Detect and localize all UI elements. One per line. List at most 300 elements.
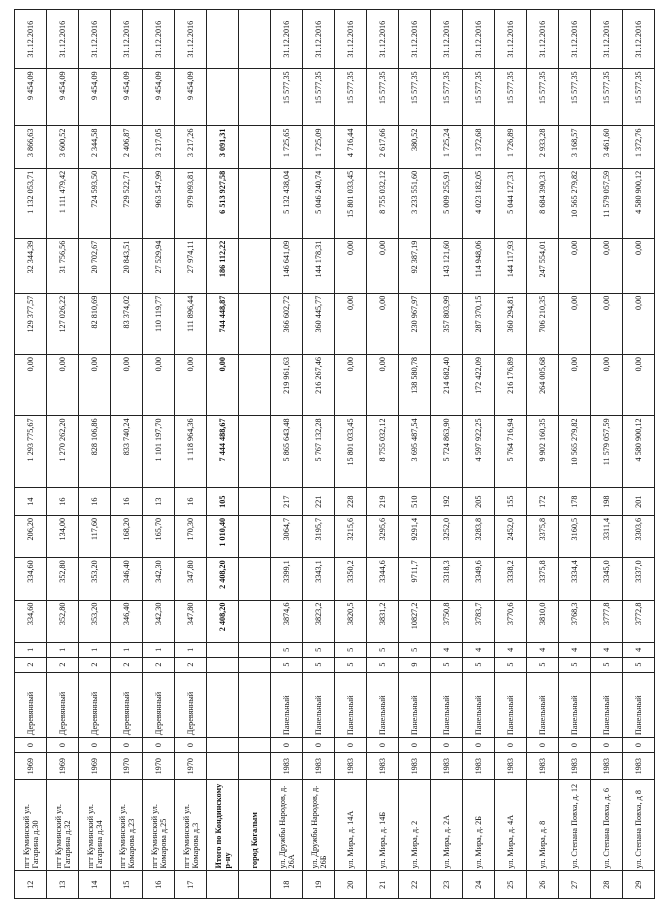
- cell-f2: 357 803,99: [431, 293, 463, 354]
- cell-a2: 352,80: [47, 558, 79, 600]
- cell-lim: [207, 69, 239, 126]
- cell-date: 31.12.2016: [527, 10, 559, 69]
- cell-f2: 82 810,69: [79, 293, 111, 354]
- cell-total: 5 865 643,48: [271, 416, 303, 488]
- cell-n: 20: [335, 871, 367, 899]
- cell-z: 0: [495, 738, 527, 753]
- cell-n: 23: [431, 871, 463, 899]
- cell-fl: 2: [79, 657, 111, 672]
- cell-year: 1983: [463, 752, 495, 780]
- cell-z: 0: [335, 738, 367, 753]
- cell-f3: 0,00: [367, 238, 399, 293]
- cell-f2: 0,00: [591, 293, 623, 354]
- cell-f1: 216 267,46: [303, 355, 335, 416]
- cell-unit: 2 617,66: [367, 126, 399, 168]
- cell-unit: 3 168,57: [559, 126, 591, 168]
- cell-unit: 1 725,65: [271, 126, 303, 168]
- cell-year: [239, 752, 271, 780]
- cell-p: 228: [335, 488, 367, 516]
- cell-addr: ул. Мира, д. 14А: [335, 780, 367, 871]
- cell-total: 1 270 262,20: [47, 416, 79, 488]
- cell-a3: 168,20: [111, 515, 143, 557]
- cell-a1: 352,80: [47, 600, 79, 642]
- cell-p: 14: [15, 488, 47, 516]
- cell-a1: [239, 600, 271, 642]
- cell-f1: 0,00: [111, 355, 143, 416]
- cell-mat: Деревянный: [47, 672, 79, 738]
- cell-fl: 5: [559, 657, 591, 672]
- cell-a3: 3252,0: [431, 515, 463, 557]
- cell-f1: 172 422,09: [463, 355, 495, 416]
- cell-n: [207, 871, 239, 899]
- table-row: [143, 10, 175, 899]
- cell-n: 26: [527, 871, 559, 899]
- cell-f3: 27 974,11: [175, 238, 207, 293]
- cell-lim: 15 577,35: [431, 69, 463, 126]
- cell-p: 201: [623, 488, 655, 516]
- cell-en: 1: [79, 642, 111, 657]
- cell-n: 17: [175, 871, 207, 899]
- cell-en: 4: [431, 642, 463, 657]
- cell-mat: Деревянный: [79, 672, 111, 738]
- cell-f2: [239, 293, 271, 354]
- cell-addr: ул. Дружбы Народов, д. 26Б: [303, 780, 335, 871]
- cell-unit: 1 725,24: [431, 126, 463, 168]
- cell-fl: 2: [47, 657, 79, 672]
- cell-f2: 0,00: [559, 293, 591, 354]
- cell-z: 0: [15, 738, 47, 753]
- cell-n: 13: [47, 871, 79, 899]
- cell-date: 31.12.2016: [143, 10, 175, 69]
- cell-addr: ул. Степана Повха, д 8: [623, 780, 655, 871]
- cell-unit: 4 716,44: [335, 126, 367, 168]
- cell-lim: 9 454,09: [175, 69, 207, 126]
- cell-year: 1970: [111, 752, 143, 780]
- cell-z: 0: [591, 738, 623, 753]
- cell-a3: 3375,8: [527, 515, 559, 557]
- cell-lim: 9 454,09: [79, 69, 111, 126]
- cell-f3: 0,00: [335, 238, 367, 293]
- cell-f1: 0,00: [335, 355, 367, 416]
- cell-addr: ул. Степана Повха, д. 6: [591, 780, 623, 871]
- cell-f4: 1 132 053,71: [15, 168, 47, 238]
- cell-a1: 3831,2: [367, 600, 399, 642]
- cell-addr: пгт Куминский ул. Комарова д.23: [111, 780, 143, 871]
- cell-f3: 27 529,94: [143, 238, 175, 293]
- cell-f4: 6 513 927,58: [207, 168, 239, 238]
- cell-mat: Панельный: [431, 672, 463, 738]
- cell-f1: 0,00: [15, 355, 47, 416]
- cell-a2: 3375,8: [527, 558, 559, 600]
- cell-en: 1: [15, 642, 47, 657]
- cell-n: [239, 871, 271, 899]
- cell-f2: 111 896,44: [175, 293, 207, 354]
- cell-f4: 1 111 479,42: [47, 168, 79, 238]
- cell-year: 1983: [303, 752, 335, 780]
- cell-lim: 15 577,35: [591, 69, 623, 126]
- cell-mat: Панельный: [399, 672, 431, 738]
- cell-date: 31.12.2016: [175, 10, 207, 69]
- table-row: [399, 10, 431, 899]
- cell-lim: 15 577,35: [495, 69, 527, 126]
- cell-unit: 3 091,31: [207, 126, 239, 168]
- cell-a2: 342,30: [143, 558, 175, 600]
- cell-f3: 114 948,06: [463, 238, 495, 293]
- cell-mat: Панельный: [591, 672, 623, 738]
- cell-f3: 32 344,39: [15, 238, 47, 293]
- cell-f1: 0,00: [367, 355, 399, 416]
- cell-f3: 247 554,01: [527, 238, 559, 293]
- cell-a3: 3160,5: [559, 515, 591, 557]
- cell-z: 0: [175, 738, 207, 753]
- cell-f4: 5 044 127,31: [495, 168, 527, 238]
- cell-p: [239, 488, 271, 516]
- cell-total: 5 767 132,28: [303, 416, 335, 488]
- cell-mat: Панельный: [559, 672, 591, 738]
- cell-en: 5: [303, 642, 335, 657]
- cell-fl: 5: [271, 657, 303, 672]
- cell-a3: 1 010,40: [207, 515, 239, 557]
- cell-z: 0: [623, 738, 655, 753]
- cell-year: 1983: [495, 752, 527, 780]
- cell-a2: 3337,0: [623, 558, 655, 600]
- cell-f2: 129 377,57: [15, 293, 47, 354]
- cell-en: 5: [335, 642, 367, 657]
- cell-date: [239, 10, 271, 69]
- cell-unit: 3 600,52: [47, 126, 79, 168]
- cell-year: 1983: [527, 752, 559, 780]
- cell-p: 172: [527, 488, 559, 516]
- cell-addr: ул. Мира, д. 2А: [431, 780, 463, 871]
- cell-p: 217: [271, 488, 303, 516]
- cell-f1: 0,00: [591, 355, 623, 416]
- cell-lim: 15 577,35: [527, 69, 559, 126]
- cell-fl: 9: [399, 657, 431, 672]
- cell-unit: 2 933,28: [527, 126, 559, 168]
- cell-f2: 0,00: [623, 293, 655, 354]
- cell-mat: Панельный: [527, 672, 559, 738]
- table-row: [495, 10, 527, 899]
- cell-f1: 264 005,68: [527, 355, 559, 416]
- cell-f1: 0,00: [143, 355, 175, 416]
- table-row: [175, 10, 207, 899]
- cell-a1: 3783,7: [463, 600, 495, 642]
- cell-f3: 20 843,51: [111, 238, 143, 293]
- cell-a1: 3820,5: [335, 600, 367, 642]
- cell-n: 24: [463, 871, 495, 899]
- cell-en: 1: [47, 642, 79, 657]
- cell-f1: 219 961,63: [271, 355, 303, 416]
- cell-en: 4: [463, 642, 495, 657]
- cell-date: 31.12.2016: [623, 10, 655, 69]
- cell-date: 31.12.2016: [79, 10, 111, 69]
- cell-mat: Деревянный: [175, 672, 207, 738]
- cell-addr: ул. Мира, д. 14Б: [367, 780, 399, 871]
- table-row: [431, 10, 463, 899]
- cell-f4: 15 801 033,45: [335, 168, 367, 238]
- cell-date: 31.12.2016: [463, 10, 495, 69]
- cell-n: 15: [111, 871, 143, 899]
- cell-a3: 2452,0: [495, 515, 527, 557]
- cell-fl: 5: [367, 657, 399, 672]
- cell-n: 22: [399, 871, 431, 899]
- cell-year: [207, 752, 239, 780]
- cell-total: [239, 416, 271, 488]
- cell-f1: 0,00: [175, 355, 207, 416]
- cell-mat: Панельный: [623, 672, 655, 738]
- table-row: [303, 10, 335, 899]
- cell-f2: 366 602,72: [271, 293, 303, 354]
- cell-a2: [239, 558, 271, 600]
- cell-a2: 3343,1: [303, 558, 335, 600]
- cell-en: 4: [623, 642, 655, 657]
- cell-lim: 15 577,35: [463, 69, 495, 126]
- cell-unit: 3 217,05: [143, 126, 175, 168]
- cell-total: 5 764 716,94: [495, 416, 527, 488]
- cell-total: 833 740,24: [111, 416, 143, 488]
- table-row: [15, 10, 47, 899]
- cell-a3: 3311,4: [591, 515, 623, 557]
- cell-a2: 3399,1: [271, 558, 303, 600]
- cell-en: 1: [175, 642, 207, 657]
- cell-total: 828 106,86: [79, 416, 111, 488]
- cell-a2: 353,20: [79, 558, 111, 600]
- cell-a3: 3195,7: [303, 515, 335, 557]
- cell-total: 1 101 197,70: [143, 416, 175, 488]
- cell-p: 178: [559, 488, 591, 516]
- cell-year: 1983: [367, 752, 399, 780]
- cell-a1: 3768,3: [559, 600, 591, 642]
- cell-a3: 3303,6: [623, 515, 655, 557]
- cell-a1: 342,30: [143, 600, 175, 642]
- cell-a1: 10827,2: [399, 600, 431, 642]
- cell-addr: пгт Куминский ул. Гагарина д.32: [47, 780, 79, 871]
- cell-f3: 0,00: [559, 238, 591, 293]
- cell-a2: 3334,4: [559, 558, 591, 600]
- cell-p: 221: [303, 488, 335, 516]
- table-row: [367, 10, 399, 899]
- cell-z: [207, 738, 239, 753]
- cell-p: 16: [175, 488, 207, 516]
- cell-unit: 2 406,87: [111, 126, 143, 168]
- cell-mat: Деревянный: [143, 672, 175, 738]
- cell-lim: 15 577,35: [367, 69, 399, 126]
- table-row: [207, 10, 239, 899]
- cell-n: 12: [15, 871, 47, 899]
- cell-mat: [239, 672, 271, 738]
- cell-year: 1969: [79, 752, 111, 780]
- cell-f2: 0,00: [367, 293, 399, 354]
- cell-addr: ул. Степана Повха, д. 12: [559, 780, 591, 871]
- cell-f4: 11 579 057,59: [591, 168, 623, 238]
- cell-f1: 0,00: [207, 355, 239, 416]
- cell-z: 0: [303, 738, 335, 753]
- cell-lim: [239, 69, 271, 126]
- cell-a2: 3344,6: [367, 558, 399, 600]
- table-row: [271, 10, 303, 899]
- cell-total: 5 724 863,90: [431, 416, 463, 488]
- cell-f1: 0,00: [623, 355, 655, 416]
- cell-total: 4 597 922,25: [463, 416, 495, 488]
- cell-z: 0: [271, 738, 303, 753]
- cell-fl: 2: [143, 657, 175, 672]
- table-row: [111, 10, 143, 899]
- cell-f4: 963 547,99: [143, 168, 175, 238]
- cell-mat: Панельный: [303, 672, 335, 738]
- cell-a3: 3215,6: [335, 515, 367, 557]
- cell-total: 9 902 160,35: [527, 416, 559, 488]
- cell-year: 1983: [271, 752, 303, 780]
- table-row: [463, 10, 495, 899]
- cell-year: 1983: [399, 752, 431, 780]
- cell-a1: 2 408,20: [207, 600, 239, 642]
- cell-f2: 0,00: [335, 293, 367, 354]
- cell-lim: 15 577,35: [559, 69, 591, 126]
- cell-fl: 5: [303, 657, 335, 672]
- cell-f2: 706 210,35: [527, 293, 559, 354]
- repair-program-table: [14, 9, 655, 899]
- cell-total: 4 580 900,12: [623, 416, 655, 488]
- cell-f3: 0,00: [591, 238, 623, 293]
- cell-mat: Панельный: [367, 672, 399, 738]
- cell-date: 31.12.2016: [47, 10, 79, 69]
- cell-fl: [207, 657, 239, 672]
- cell-en: 5: [399, 642, 431, 657]
- cell-f3: 20 702,67: [79, 238, 111, 293]
- cell-a2: 3318,3: [431, 558, 463, 600]
- cell-mat: Деревянный: [111, 672, 143, 738]
- cell-year: 1983: [431, 752, 463, 780]
- cell-a1: 3874,6: [271, 600, 303, 642]
- cell-n: 19: [303, 871, 335, 899]
- cell-addr: пгт Куминский ул. Гагарина д.34: [79, 780, 111, 871]
- cell-year: 1983: [335, 752, 367, 780]
- cell-total: 10 565 279,82: [559, 416, 591, 488]
- table-row: [559, 10, 591, 899]
- cell-date: [207, 10, 239, 69]
- cell-year: 1983: [559, 752, 591, 780]
- cell-date: 31.12.2016: [367, 10, 399, 69]
- cell-en: 1: [143, 642, 175, 657]
- cell-fl: 5: [431, 657, 463, 672]
- cell-f4: 4 023 182,05: [463, 168, 495, 238]
- cell-mat: Панельный: [463, 672, 495, 738]
- cell-z: 0: [47, 738, 79, 753]
- cell-fl: 2: [15, 657, 47, 672]
- cell-addr: пгт Куминский ул. Комарова д.3: [175, 780, 207, 871]
- cell-f3: 143 121,60: [431, 238, 463, 293]
- cell-total: 11 579 057,59: [591, 416, 623, 488]
- cell-f3: 144 117,93: [495, 238, 527, 293]
- cell-addr: пгт Куминский ул. Гагарина д.30: [15, 780, 47, 871]
- cell-f2: 127 026,22: [47, 293, 79, 354]
- cell-date: 31.12.2016: [303, 10, 335, 69]
- cell-f3: 144 178,31: [303, 238, 335, 293]
- cell-a1: 334,60: [15, 600, 47, 642]
- cell-a3: 165,70: [143, 515, 175, 557]
- table-row: [527, 10, 559, 899]
- cell-f1: 0,00: [559, 355, 591, 416]
- cell-lim: 15 577,35: [335, 69, 367, 126]
- cell-date: 31.12.2016: [591, 10, 623, 69]
- cell-a3: 3283,8: [463, 515, 495, 557]
- cell-a2: 3338,2: [495, 558, 527, 600]
- cell-p: 155: [495, 488, 527, 516]
- cell-a2: 3349,6: [463, 558, 495, 600]
- cell-p: 16: [111, 488, 143, 516]
- cell-en: 5: [367, 642, 399, 657]
- cell-a3: 3295,6: [367, 515, 399, 557]
- cell-f3: 0,00: [623, 238, 655, 293]
- cell-fl: [239, 657, 271, 672]
- cell-unit: 1 726,89: [495, 126, 527, 168]
- cell-lim: 15 577,35: [271, 69, 303, 126]
- cell-f2: 83 374,02: [111, 293, 143, 354]
- cell-en: 4: [591, 642, 623, 657]
- cell-a3: 134,00: [47, 515, 79, 557]
- cell-f4: 979 093,81: [175, 168, 207, 238]
- cell-fl: 5: [527, 657, 559, 672]
- cell-f4: 5 132 438,04: [271, 168, 303, 238]
- cell-en: 4: [495, 642, 527, 657]
- cell-unit: 1 725,09: [303, 126, 335, 168]
- cell-date: 31.12.2016: [111, 10, 143, 69]
- cell-f4: 729 522,71: [111, 168, 143, 238]
- cell-lim: 9 454,09: [15, 69, 47, 126]
- cell-addr: Итого по Кондинскому р-ну: [207, 780, 239, 871]
- cell-addr: ул. Мира, д. 8: [527, 780, 559, 871]
- cell-n: 27: [559, 871, 591, 899]
- cell-f4: 724 593,50: [79, 168, 111, 238]
- cell-a1: 3772,8: [623, 600, 655, 642]
- cell-year: 1970: [175, 752, 207, 780]
- cell-en: 4: [527, 642, 559, 657]
- cell-z: 0: [527, 738, 559, 753]
- cell-n: 25: [495, 871, 527, 899]
- cell-f3: 92 387,19: [399, 238, 431, 293]
- cell-addr: город Когалым: [239, 780, 271, 871]
- cell-n: 16: [143, 871, 175, 899]
- cell-unit: 3 461,60: [591, 126, 623, 168]
- cell-p: 198: [591, 488, 623, 516]
- cell-a3: 206,20: [15, 515, 47, 557]
- cell-z: 0: [79, 738, 111, 753]
- cell-mat: Панельный: [495, 672, 527, 738]
- cell-en: 1: [111, 642, 143, 657]
- table-row: [591, 10, 623, 899]
- cell-a1: 3777,8: [591, 600, 623, 642]
- cell-unit: 1 372,76: [623, 126, 655, 168]
- cell-fl: 5: [463, 657, 495, 672]
- cell-date: 31.12.2016: [15, 10, 47, 69]
- cell-f1: [239, 355, 271, 416]
- cell-unit: [239, 126, 271, 168]
- cell-total: 1 293 775,67: [15, 416, 47, 488]
- cell-f1: 216 176,89: [495, 355, 527, 416]
- cell-lim: 9 454,09: [47, 69, 79, 126]
- cell-a1: 3810,0: [527, 600, 559, 642]
- table-row: [47, 10, 79, 899]
- cell-z: [239, 738, 271, 753]
- cell-year: 1969: [15, 752, 47, 780]
- cell-f4: 5 046 240,74: [303, 168, 335, 238]
- cell-a1: 347,80: [175, 600, 207, 642]
- cell-f1: 138 580,78: [399, 355, 431, 416]
- cell-unit: 380,52: [399, 126, 431, 168]
- cell-p: 105: [207, 488, 239, 516]
- cell-a2: 346,40: [111, 558, 143, 600]
- cell-en: [207, 642, 239, 657]
